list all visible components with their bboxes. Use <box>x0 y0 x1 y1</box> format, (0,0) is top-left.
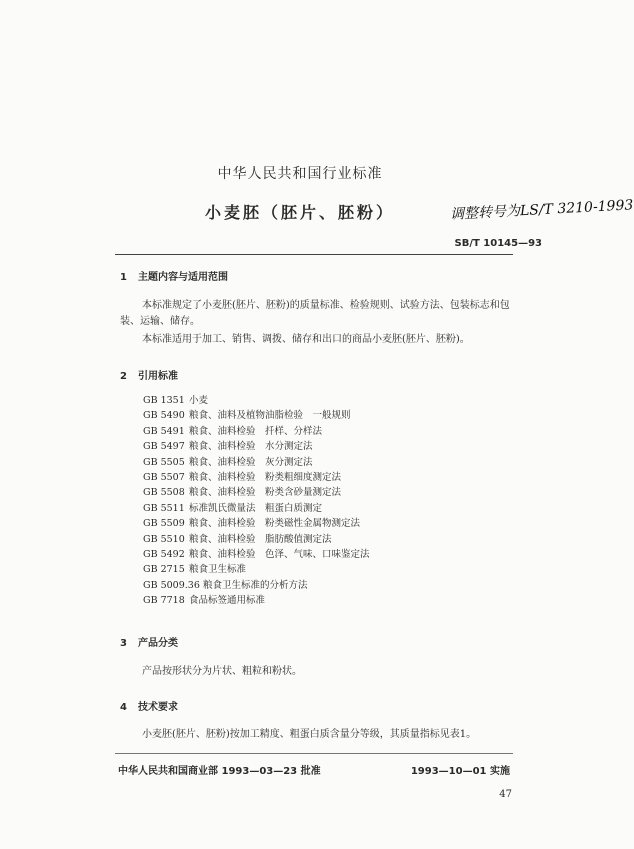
reference-code: GB 1351 <box>143 395 185 406</box>
reference-item <box>143 516 523 531</box>
reference-item <box>143 424 523 439</box>
reference-title: 粮食、油料检验 粉类含砂量测定法 <box>189 487 342 499</box>
section-title: 技术要求 <box>138 702 178 713</box>
reference-title: 粮食、油料检验 灰分测定法 <box>189 456 313 468</box>
section-title: 主题内容与适用范围 <box>138 272 228 283</box>
reference-title: 食品标签通用标准 <box>189 595 266 607</box>
reference-title: 粮食、油料检验 色泽、气味、口味鉴定法 <box>189 548 370 560</box>
section-number: 1 <box>120 272 127 283</box>
reference-item <box>143 470 523 485</box>
reference-item <box>143 562 523 577</box>
reference-item <box>143 393 523 408</box>
section-number: 3 <box>120 638 127 649</box>
section-heading-4 <box>120 698 178 713</box>
reference-code: GB 5507 <box>143 471 185 483</box>
reference-code: GB 5009.36 <box>143 579 200 591</box>
reference-code: GB 7718 <box>143 595 185 607</box>
reference-code: GB 5508 <box>143 487 185 499</box>
issuer-title: 中华人民共和国行业标准 <box>217 166 383 182</box>
reference-code: GB 5510 <box>143 533 185 545</box>
reference-code: GB 2715 <box>143 564 185 576</box>
section-1-paragraph-2: 本标准适用于加工、销售、调拨、储存和出口的商品小麦胚(胚片、胚粉)。 <box>142 334 470 345</box>
section-title: 产品分类 <box>138 638 178 649</box>
reference-item <box>143 439 523 454</box>
header-rule <box>115 254 513 255</box>
reference-item <box>143 547 523 562</box>
section-number: 2 <box>120 371 127 382</box>
reference-item <box>143 408 523 423</box>
approval-line: 中华人民共和国商业部 1993—03—23 批准 <box>118 766 321 777</box>
reference-code: GB 5511 <box>143 502 185 514</box>
reference-code: GB 5490 <box>143 410 185 422</box>
reference-title: 标准凯氏微量法 粗蛋白质测定 <box>189 502 323 514</box>
reference-title: 小麦 <box>189 395 209 406</box>
reference-title: 粮食、油料检验 扦样、分样法 <box>189 425 323 437</box>
reference-item <box>143 532 523 547</box>
section-4-paragraph-1: 小麦胚(胚片、胚粉)按加工精度、粗蛋白质含量分等级，其质量指标见表1。 <box>142 729 477 740</box>
effective-date: 1993—10—01 实施 <box>410 766 510 777</box>
section-number: 4 <box>120 702 127 713</box>
reference-list <box>143 393 523 608</box>
section-heading-3 <box>120 634 178 649</box>
reference-item <box>143 485 523 500</box>
reference-title: 粮食、油料检验 水分测定法 <box>189 441 313 453</box>
reference-item <box>143 501 523 516</box>
handwritten-note: 调整转号为LS/T 3210-1993 <box>449 197 634 223</box>
reference-title: 粮食卫生标准的分析方法 <box>203 579 308 591</box>
reference-item <box>143 593 523 608</box>
document-title: 小麦胚（胚片、胚粉） <box>204 203 395 222</box>
section-heading-2 <box>120 367 178 382</box>
page-number: 47 <box>499 789 512 800</box>
reference-title: 粮食、油料及植物油脂检验 一般规则 <box>189 410 351 422</box>
reference-item <box>143 578 523 593</box>
reference-title: 粮食卫生标准 <box>189 564 247 576</box>
reference-code: GB 5505 <box>143 456 185 468</box>
reference-title: 粮食、油料检验 粉类磁性金属物测定法 <box>189 518 361 530</box>
reference-code: GB 5491 <box>143 425 185 437</box>
footer-rule <box>115 753 513 754</box>
reference-item <box>143 455 523 470</box>
section-1-paragraph-1: 本标准规定了小麦胚(胚片、胚粉)的质量标准、检验规则、试验方法、包装标志和包装、运输、储存。 <box>120 300 510 327</box>
section-3-paragraph-1: 产品按形状分为片状、粗粒和粉状。 <box>142 666 302 677</box>
reference-title: 粮食、油料检验 脂肪酸值测定法 <box>189 533 332 545</box>
section-heading-1 <box>120 268 228 283</box>
standard-code: SB/T 10145—93 <box>454 238 542 249</box>
reference-title: 粮食、油料检验 粉类粗细度测定法 <box>189 471 342 483</box>
reference-code: GB 5492 <box>143 548 185 560</box>
section-title: 引用标准 <box>138 371 178 382</box>
reference-code: GB 5497 <box>143 441 185 453</box>
reference-code: GB 5509 <box>143 518 185 530</box>
